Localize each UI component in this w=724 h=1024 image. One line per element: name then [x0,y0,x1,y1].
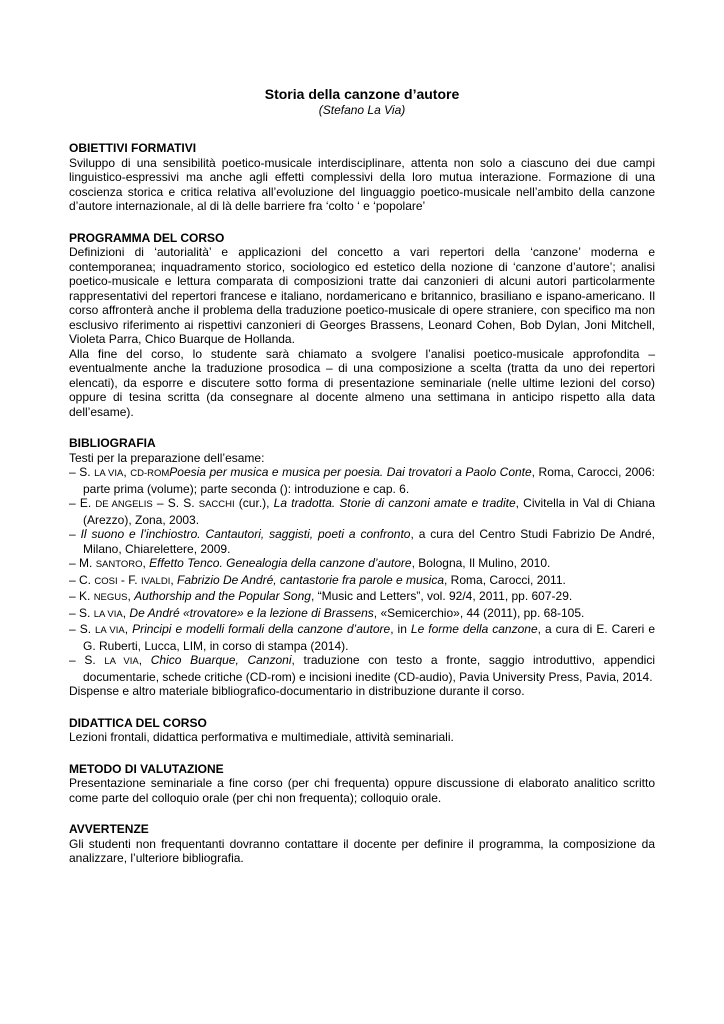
work-title: Fabrizio De André, cantastorie fra parole e musica [177,572,445,587]
section-heading: METODO DI VALUTAZIONE [69,761,224,776]
author-surname: CD-ROM [130,468,170,479]
bibliography-item: – K. NEGUS, Authorship and the Popular Song, “Music and Letters”, vol. 92/4, 2011, pp. 607-29. [69,589,573,603]
author-surname: DE ANGELIS [95,499,153,510]
author-surname: LA VIA [95,625,125,636]
section-paragraph: Alla fine del corso, lo studente sarà chiamato a svolgere l’analisi poetico-musicale approfondita – eventualmente anche la traduzione prosodica – di una composizione a scelta (tratta da uno dei repertori elencati), da esporre e discutere sotto forma di presentazione seminariale (nelle ultime lezioni del corso) oppure di tesina scritta (da consegnare al docente almeno una settimana in anticipo rispetto alla data dell’esame). [69,346,655,419]
section-bibliografia [69,436,655,699]
author-surname: LA VIA [94,468,124,479]
author-surname: LA VIA [93,608,123,620]
author-surname: SANTORO [95,559,143,570]
section-heading: DIDATTICA DEL CORSO [69,715,207,730]
section-heading: PROGRAMMA DEL CORSO [69,230,225,245]
document-author: (Stefano La Via) [318,103,406,117]
document-title: Storia della canzone d’autore [264,86,460,102]
work-title: De André «trovatore» e la lezione di Brassens [129,605,374,620]
bibliography-item: – M. SANTORO, Effetto Tenco. Genealogia della canzone d’autore, Bologna, Il Mulino, 2010. [69,556,551,570]
document-page [69,86,655,883]
author-surname: COSI [94,575,118,587]
bibliography-item: – S. LA VIA, Principi e modelli formali della canzone d’autore, in Le forme della canzone, a cura di E. Careri e G. Ruberti, Lucca, LIM, in corso di stampa (2014). [69,622,656,653]
section-text: Presentazione seminariale a fine corso (per chi frequenta) oppure discussione di elaborato analitico scritto come parte del colloquio orale (per chi non frequenta); colloquio orale. [69,776,655,805]
bibliography-list [69,465,655,684]
work-title: Effetto Tenco. Genealogia della canzone d’autore [149,556,412,570]
work-title: Principi e modelli formali della canzone d’autore [132,622,391,636]
section-valutazione [69,762,655,806]
work-title: Le forme della canzone [410,622,538,636]
section-paragraph: Definizioni di ‘autorialità’ e applicazioni del concetto a vari repertori della ‘canzone’ moderna e contemporanea; inquadramento storico, sociologico ed estetico della nozione di ‘canzone d’autore’; analisi poetico-musicale e lettura comparata di composizioni tratte dai canzonieri di alcuni autori particolarmente rappresentativi del repertori francese e italiano, nordamericano e britannico, brasiliano e ispano-americano. Il corso affronterà anche il problema della traduzione poetico-musicale di opere straniere, con specifico ma non esclusivo riferimento ai rispettivi canzonieri di Georges Brassens, Leonard Cohen, Bob Dylan, Joni Mitchell, Violeta Parra, Chico Buarque de Hollanda. [69,245,655,346]
work-title: Authorship and the Popular Song [134,589,311,603]
bibliography-item: – S. LA VIA, Chico Buarque, Canzoni, traduzione con testo a fronte, saggio introduttivo, appendici documentarie, schede critiche (CD-rom) e incisioni inedite (CD-audio), Pavia University Press, Pavia, 2014. [69,653,656,684]
section-text: Lezioni frontali, didattica performativa e multimediale, attività seminariali. [69,730,454,744]
bibliography-item: – E. DE ANGELIS – S. S. SACCHI (cur.), La tradotta. Storie di canzoni amate e tradite, Civitella in Val di Chiana (Arezzo), Zona, 2003. [69,496,656,527]
bibliography-intro: Testi per la preparazione dell’esame: [69,450,265,465]
section-obiettivi [69,141,655,214]
author-surname: NEGUS [93,592,128,603]
section-programma [69,231,655,420]
section-heading: AVVERTENZE [69,822,149,836]
bibliography-item: – C. COSI - F. IVALDI, Fabrizio De André, cantastorie fra parole e musica, Roma, Carocci, 2011. [69,572,566,587]
section-text: Gli studenti non frequentanti dovranno contattare il docente per definire il programma, la composizione da analizzare, l’ulteriore bibliografia. [69,836,655,865]
section-heading: OBIETTIVI FORMATIVI [69,141,197,155]
work-title: Chico Buarque, Canzoni [150,653,292,667]
bibliography-item: – S. LA VIA, De André «trovatore» e la lezione di Brassens, «Semicerchio», 44 (2011), pp. 68-105. [69,605,585,620]
section-didattica [69,716,655,745]
bibliography-outro: Dispense e altro materiale bibliografico-documentario in distribuzione durante il corso. [69,684,525,698]
work-title: Poesia per musica e musica per poesia. Dai trovatori a Paolo Conte [169,465,532,479]
section-text: Sviluppo di una sensibilità poetico-musicale interdisciplinare, attenta non solo a ciascuno dei due campi linguistico-espressivi ma anche agli effetti complessivi della loro mutua interazione. Formazione di una coscienza storica e critica relativa all’evoluzione del linguaggio poetico-musicale nell’ambito della canzone d’autore internazionale, al di là delle barriere fra ‘colto ‘ e ‘popolare’ [69,155,655,213]
section-avvertenze [69,822,655,866]
section-heading: BIBLIOGRAFIA [69,436,156,450]
author-surname: SACCHI [198,499,235,510]
work-title: Il suono e l’inchiostro. Cantautori, saggisti, poeti a confronto [80,527,411,541]
bibliography-item: – Il suono e l’inchiostro. Cantautori, saggisti, poeti a confronto, a cura del Centro Studi Fabrizio De André, Milano, Chiarelettere, 2009. [69,527,656,556]
author-surname: IVALDI [140,575,171,587]
author-surname: LA VIA [104,656,139,667]
bibliography-item: – S. LA VIA, CD-ROMPoesia per musica e musica per poesia. Dai trovatori a Paolo Conte, Roma, Carocci, 2006: parte prima (volume); parte seconda (): introduzione e cap. 6. [69,465,655,496]
work-title: La tradotta. Storie di canzoni amate e tradite [273,496,516,510]
